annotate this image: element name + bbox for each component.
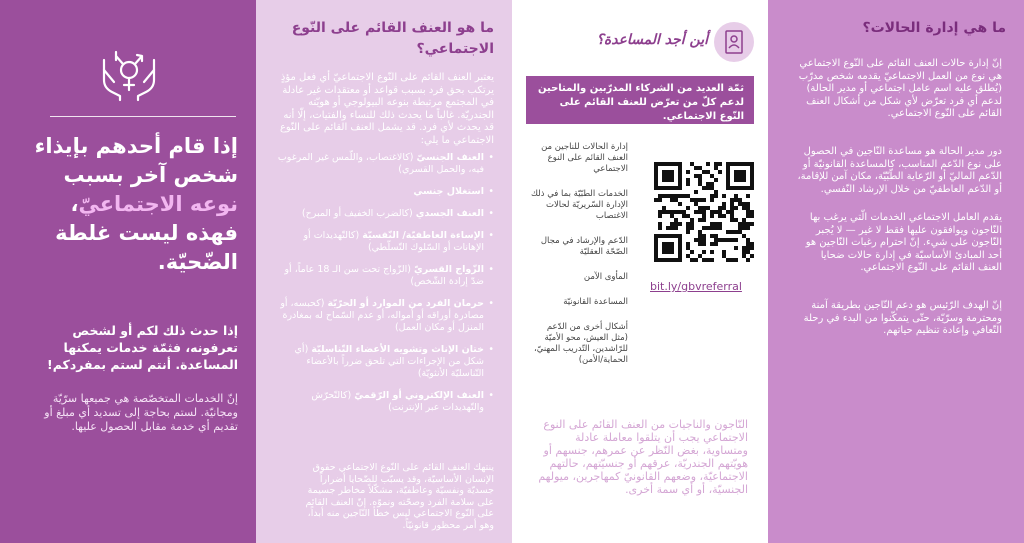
list-item: الخدمات الطبّيّة بما في ذلك الإدارة السّريريّة لحالات الاغتصاب xyxy=(530,189,628,221)
item-title: الإساءة العاطفيّة/ النّفسيّة xyxy=(362,230,484,241)
item-detail: (أي شكل من الإجراءات التي تلحق ضرراً بالأعضاء التّناسليّة الأنثويّة) xyxy=(294,344,484,379)
hands-gender-icon xyxy=(98,40,160,102)
panel-what-is-gbv xyxy=(256,0,512,543)
item-detail: (كالتّهديدات أو الإهانات أو السّلوك التّسلّطي) xyxy=(303,230,484,253)
item-title: العنف الجسدي xyxy=(415,208,484,219)
list-item xyxy=(276,344,494,380)
item-detail: (كالاغتصاب، واللّمس غير المرغوب فيه، والحمل القسري) xyxy=(277,152,484,175)
list-item: إدارة الحالات للناجين من العنف القائم على النوع الاجتماعي xyxy=(541,142,628,174)
section-title: ما هي إدارة الحالات؟ xyxy=(862,20,1006,36)
services-note: إنّ الخدمات المتخصّصة هي جميعها سرّيّة ومجانيّة. لستم بحاجة إلى تسديد أي مبلغ أو تقديم أي خدمة مقابل الحصول عليها. xyxy=(44,392,238,433)
list-item: المساعدة القانونيّة xyxy=(563,297,628,307)
list-item xyxy=(276,390,494,414)
list-item: الدّعم والإرشاد في مجال الصّحّة العقليّة xyxy=(540,236,628,257)
item-detail: (كحبسه، أو مصادرة أوراقه أو أمواله، أو عدم السّماح له بمغادرة المنزل أو مكان العمل) xyxy=(280,298,484,333)
paragraph-2: دور مدير الحالة هو مساعدة النّاجين في الحصول على نوع الدّعم المناسب، كالمساعدة القانونيّة أو الدّعم الماليّ أو الرّعاية الطّبّيّة، مكان آمن للإقامة، أو الدّعم العاطفيّ من خلال الإرشاد النّفسي. xyxy=(797,146,1002,195)
item-title: الزّواج القسريّ xyxy=(414,264,484,275)
list-item xyxy=(276,208,494,220)
list-item xyxy=(276,152,494,176)
help-header xyxy=(526,18,754,74)
referral-link[interactable]: bit.ly/gbvreferral xyxy=(650,280,742,293)
paragraph-4: إنّ الهدف الرّئيس هو دعم النّاجين بطريقة آمنة ومحترمة وسرّيّة، حتّى يتمكّنوا من البدء في رحلة التّعافي وإعادة تنظيم حياتهم. xyxy=(803,300,1002,336)
intro-text: يعتبر العنف القائم على النّوع الاجتماعيّ أي فعل مؤذٍ يرتكب بحق فرد بسبب قواعد أو معتقدات غير عادلة في المجتمع مرتبطة بنوعه البيولوجي أو هويّته الجندريّة. غالباً ما يحدث ذلك للنساء والفتيات، إلّا أنه قد يحدث لأي فرد. قد يشمل العنف القائم على النّوع الاجتماعي ما يلي: xyxy=(279,72,494,146)
section-title: أين أجد المساعدة؟ xyxy=(596,32,708,48)
item-detail: (كالتّحرّش والتّهديدات عبر الإنترنت) xyxy=(311,390,484,413)
paragraph-1: إنّ إدارة حالات العنف القائم على النّوع الاجتماعي هي نوع من العمل الاجتماعيّ يقدمه شخص مدرّب (يُطلق عليه اسم عامل اجتماعي أو مدير الحالة) لدعم أي فرد تعرّض لأي شكل من أشكال العنف القائم على النّوع الاجتماعي. xyxy=(798,58,1002,119)
list-item xyxy=(276,230,494,254)
divider xyxy=(50,116,236,117)
equal-treatment-text: النّاجون والناجيات من العنف القائم على النوع الاجتماعي يجب أن يتلقوا معاملة عادلة ومتساوية، بغض النّظر عن عمرهم، جنسهم أو هويّتهم الجندريّة، عرقهم أو جنسيّتهم، حالتهم الاجتماعيّة، وضعهم القانونيّ كمهاجرين، ميولهم الجنسيّة، أو أي سمة أخرى. xyxy=(538,418,748,496)
paragraph-3: يقدم العامل الاجتماعي الخدمات الّتي يرغب بها النّاجون ويوافقون عليها فقط لا غير — لا يُجبر النّاجون على شيء. إنّ احترام رغبات النّاجين هو أحد المبادئ الأساسيّة في إدارة حالات ضحايا العنف القائم على النّوع الاجتماعي. xyxy=(805,212,1002,273)
list-item xyxy=(276,264,494,288)
list-item: المأوى الآمن xyxy=(583,272,628,282)
qr-code-icon[interactable] xyxy=(654,162,754,262)
list-item xyxy=(276,298,494,334)
item-detail: (كالضرب الخفيف أو المبرح) xyxy=(301,208,416,219)
item-detail: (الزّواج تحت سن الـ 18 عاماً، أو ضدّ إرادة الشّخص) xyxy=(284,264,484,287)
item-title: العنف الجنسيّ xyxy=(416,152,484,163)
gbv-types-list xyxy=(276,152,494,424)
panel-cover xyxy=(0,0,256,543)
list-item: أشكال أخرى من الدّعم (مثل العيش، محو الأميّة للرّاشدين، التّدريب المهنيّ، الحماية/الأمن) xyxy=(534,322,628,365)
panel-where-help xyxy=(512,0,768,543)
list-item xyxy=(276,186,494,198)
partners-banner: ثمّة العديد من الشركاء المدرّبين والمتاحين لدعم كلّ من تعرّض للعنف القائم على النّوع الاجتماعي. xyxy=(526,76,754,124)
item-title: استغلال جنسي xyxy=(413,186,484,197)
panel-case-management xyxy=(768,0,1024,543)
headline-accent: نوعه الاجتماعيّ xyxy=(78,192,238,216)
headline: إذا قام أحدهم بإيذاء شخص آخر بسبب نوعه الاجتماعيّ، فهذه ليست غلطة الضّحيّة. xyxy=(34,134,238,274)
subheadline: إذا حدث ذلك لكم أو لشخص تعرفونه، فثمّة خدمات يمكنها المساعدة. أنتم لستم بمفردكم! xyxy=(47,323,238,372)
item-title: ختان الإناث وتشويه الأعضاء التّناسليّة xyxy=(311,344,484,355)
section-title: ما هو العنف القائم على النّوع الاجتماعي؟ xyxy=(291,20,494,57)
outro-text: ينتهك العنف القائم على النّوع الاجتماعي حقوق الإنسان الأساسيّة، وقد يسبّب للضّحايا أضراراً جسديّة ونفسيّة وعاطفيّة، مشكّلاً مخاطر جسيمة على سلامة الفرد وصحّته ونموّه. إنّ العنف القائم على النّوع الاجتماعي ليس خطأ النّاجين منه أبداً، وهو أمر محظور قانونيّاً. xyxy=(305,462,494,531)
document-person-icon xyxy=(714,22,754,62)
item-title: العنف الإلكتروني أو الرّقميّ xyxy=(354,390,484,401)
item-title: حرمان الفرد من الموارد أو الحرّيّة xyxy=(327,298,484,309)
services-list xyxy=(530,142,628,380)
